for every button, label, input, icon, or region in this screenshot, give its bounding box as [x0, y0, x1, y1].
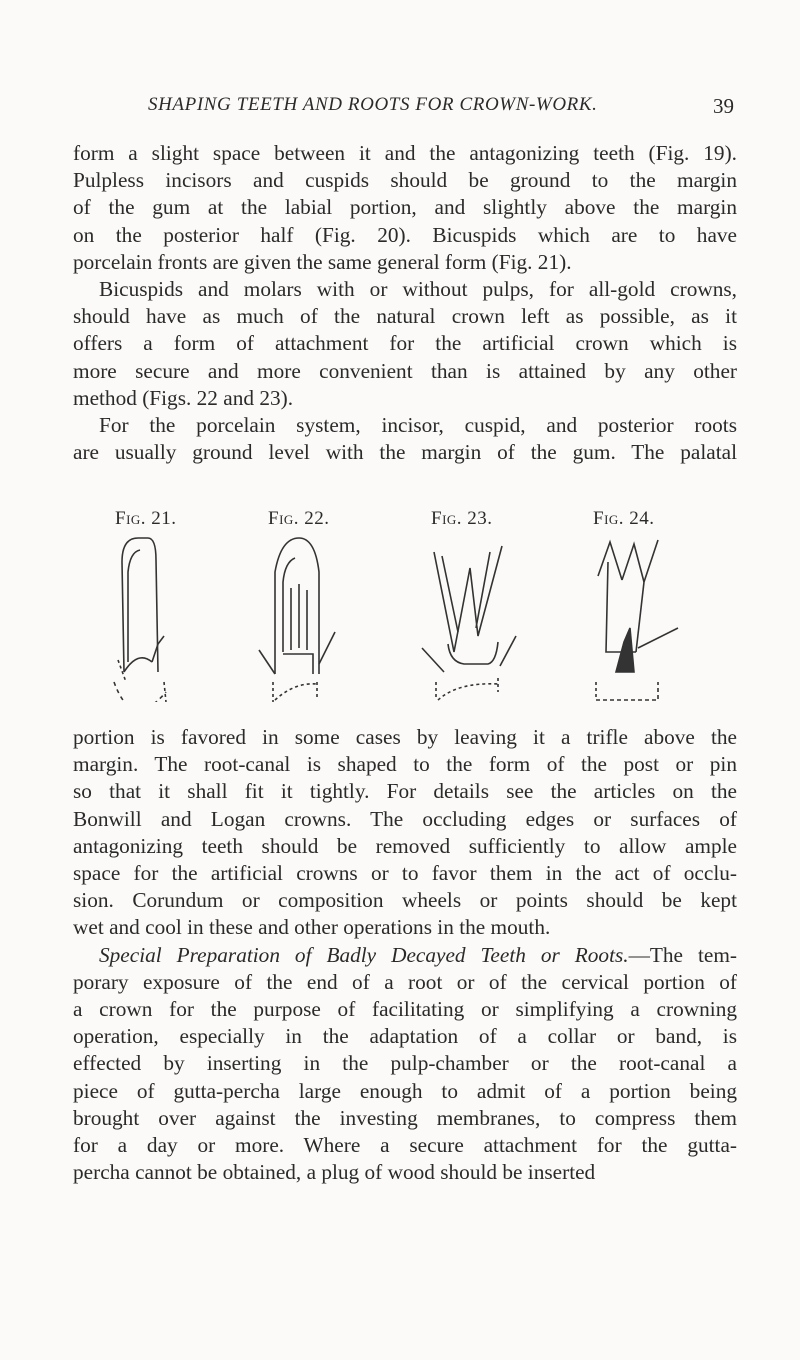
tooth-root-section-fig23-icon	[418, 532, 528, 702]
tooth-root-section-fig21-icon	[108, 532, 188, 702]
text-line: margin. The root-canal is shaped to the form of the post or pin	[73, 752, 737, 777]
text-line: are usually ground level with the margin of the gum. The palatal	[73, 440, 737, 465]
text-line: piece of gutta-percha large enough to admit of a portion being	[73, 1078, 737, 1103]
text-line: antagonizing teeth should be removed sufficiently to allow ample	[73, 833, 737, 858]
text-line: a crown for the purpose of facilitating or simplifying a crowning	[73, 997, 737, 1022]
running-title: SHAPING TEETH AND ROOTS FOR CROWN-WORK.	[148, 94, 598, 115]
text-line: on the posterior half (Fig. 20). Bicuspids which are to have	[73, 222, 737, 247]
text-line: porcelain fronts are given the same general form (Fig. 21).	[73, 249, 572, 274]
figure-row	[0, 508, 800, 708]
text-line: operation, especially in the adaptation of a collar or band, is	[73, 1024, 737, 1049]
upper-text-block	[73, 140, 737, 466]
figure-label: Fig. 23.	[431, 508, 493, 529]
text-line: brought over against the investing membranes, to compress them	[73, 1105, 737, 1130]
text-line: space for the artificial crowns or to favor them in the act of occlu-	[73, 861, 737, 886]
text-line: portion is favored in some cases by leaving it a trifle above the	[73, 725, 737, 749]
text-line: Bicuspids and molars with or without pulps, for all-gold crowns,	[99, 277, 737, 302]
text-line: Bonwill and Logan crowns. The occluding edges or surfaces of	[73, 806, 737, 831]
special-heading: Special Preparation of Badly Decayed Teeth or Roots.	[99, 942, 629, 967]
text-line: so that it shall fit it tightly. For details see the articles on the	[73, 779, 737, 804]
figure-label: Fig. 22.	[268, 508, 330, 529]
text-line: For the porcelain system, incisor, cuspid, and posterior roots	[99, 413, 737, 438]
text-line: porary exposure of the end of a root or of the cervical portion of	[73, 969, 737, 994]
running-header	[0, 94, 800, 122]
text-line: percha cannot be obtained, a plug of wood should be inserted	[73, 1160, 596, 1185]
text-line: Pulpless incisors and cuspids should be ground to the margin	[73, 168, 737, 193]
special-heading-line	[73, 942, 737, 969]
tooth-root-section-fig22-icon	[255, 532, 355, 702]
text-line: sion. Corundum or composition wheels or points should be kept	[73, 888, 737, 913]
tooth-root-section-fig24-icon	[578, 532, 708, 702]
page-number: 39	[713, 94, 734, 118]
text-line: wet and cool in these and other operations in the mouth.	[73, 915, 551, 940]
lower-text-block	[73, 724, 737, 1186]
text-line: method (Figs. 22 and 23).	[73, 385, 294, 410]
figure-label: Fig. 24.	[593, 508, 655, 529]
text-line: offers a form of attachment for the artificial crown which is	[73, 331, 737, 356]
text-line: more secure and more convenient than is attained by any other	[73, 358, 737, 383]
special-text-first: —The tem-	[628, 942, 737, 967]
text-line: of the gum at the labial portion, and slightly above the margin	[73, 195, 737, 220]
text-line: for a day or more. Where a secure attachment for the gutta-	[73, 1133, 737, 1158]
figure-label: Fig. 21.	[115, 508, 177, 529]
text-line: form a slight space between it and the antagonizing teeth (Fig. 19).	[73, 141, 737, 165]
text-line: effected by inserting in the pulp-chamber or the root-canal a	[73, 1051, 737, 1076]
text-line: should have as much of the natural crown left as possible, as it	[73, 304, 737, 329]
